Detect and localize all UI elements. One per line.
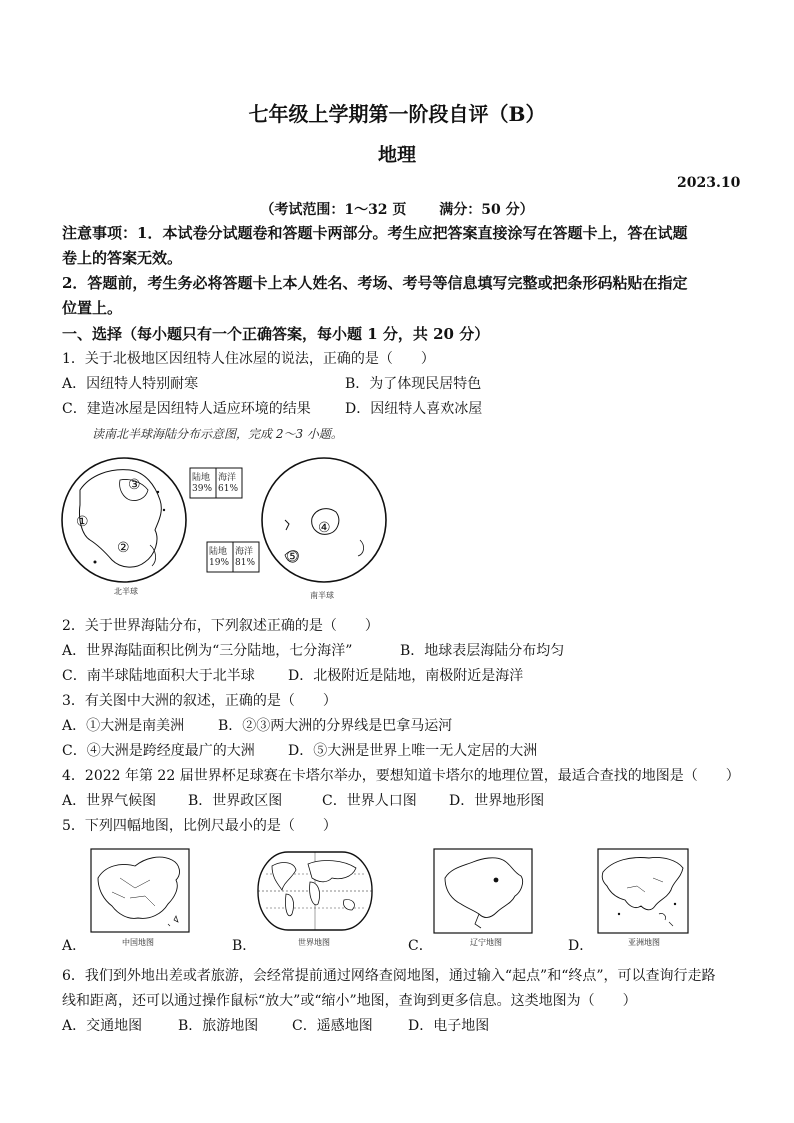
north-land-label: 陆地 — [192, 473, 211, 483]
continent-marker-4: ④ — [318, 520, 331, 536]
q3-option-d: D．⑤大洲是世界上唯一无人定居的大洲 — [288, 743, 538, 759]
q4-stem: 4．2022 年第 22 届世界杯足球赛在卡塔尔举办，要想知道卡塔尔的地理位置，最适合查找的地图是（ ） — [62, 768, 740, 784]
notice-line-2: 卷上的答案无效。 — [62, 249, 183, 267]
q5-option-d: D． — [568, 938, 594, 954]
q1-option-d: D．因纽特人喜欢冰屋 — [345, 401, 483, 417]
exam-scope: （考试范围：1～32 页 满分：50 分） — [260, 202, 534, 218]
notice-line-3: 2．答题前，考生务必将答题卡上本人姓名、考场、考号等信息填写完整或把条形码粘贴在指定 — [62, 274, 688, 292]
continent-marker-1: ① — [76, 514, 89, 530]
continent-marker-3: ③ — [128, 477, 141, 493]
map-china — [90, 848, 190, 933]
south-ocean-pct: 81% — [235, 558, 256, 568]
q6-option-a: A．交通地图 — [62, 1018, 143, 1034]
q3-option-b: B．②③两大洲的分界线是巴拿马运河 — [218, 718, 453, 734]
read-prompt: 读南北半球海陆分布示意图，完成 2～3 小题。 — [92, 427, 343, 441]
q6-option-c: C．遥感地图 — [292, 1018, 373, 1034]
q1-stem: 1．关于北极地区因纽特人住冰屋的说法，正确的是（ ） — [62, 351, 435, 367]
south-land-pct: 19% — [209, 558, 230, 568]
continent-marker-5: ⑤ — [286, 549, 299, 565]
subject-title: 地理 — [377, 144, 416, 166]
south-land-label: 陆地 — [209, 547, 228, 557]
map-asia — [597, 848, 689, 934]
q6-stem-line-2: 线和距离，还可以通过操作鼠标“放大”或“缩小”地图，查询到更多信息。这类地图为（ ） — [62, 993, 637, 1009]
q3-option-a: A．①大洲是南美洲 — [62, 718, 185, 734]
notice-line-1: 注意事项：1．本试卷分试题卷和答题卡两部分。考生应把答案直接涂写在答题卡上，答在试题 — [62, 224, 688, 242]
q1-option-b: B．为了体现民居特色 — [345, 376, 482, 392]
map-world — [252, 848, 378, 934]
q2-option-d: D．北极附近是陆地，南极附近是海洋 — [288, 668, 524, 684]
north-ocean-pct: 61% — [218, 484, 239, 494]
q1-option-a: A．因纽特人特别耐寒 — [62, 376, 199, 392]
q6-option-d: D．电子地图 — [408, 1018, 490, 1034]
q6-stem-line-1: 6．我们到外地出差或者旅游，会经常提前通过网络查阅地图，通过输入“起点”和“终点”，可以查询行走路 — [62, 968, 716, 984]
south-hemisphere-caption: 南半球 — [310, 591, 334, 600]
map-liaoning — [433, 848, 533, 934]
q5-option-c: C． — [408, 938, 433, 954]
q4-option-c: C．世界人口图 — [322, 793, 417, 809]
north-hemisphere-caption: 北半球 — [114, 587, 138, 596]
exam-date: 2023.10 — [677, 175, 741, 191]
south-ocean-label: 海洋 — [235, 547, 254, 557]
north-land-pct: 39% — [192, 484, 213, 494]
caption-liaoning-map: 辽宁地图 — [470, 938, 502, 947]
q2-stem: 2．关于世界海陆分布，下列叙述正确的是（ ） — [62, 618, 379, 634]
q3-option-c: C．④大洲是跨经度最广的大洲 — [62, 743, 255, 759]
section-heading: 一、选择（每小题只有一个正确答案，每小题 1 分，共 20 分） — [62, 325, 490, 343]
caption-china-map: 中国地图 — [122, 938, 154, 947]
q4-option-b: B．世界政区图 — [188, 793, 283, 809]
q3-stem: 3．有关图中大洲的叙述，正确的是（ ） — [62, 693, 337, 709]
q4-option-d: D．世界地形图 — [449, 793, 545, 809]
q6-option-b: B．旅游地图 — [178, 1018, 259, 1034]
exam-title: 七年级上学期第一阶段自评（B） — [248, 102, 546, 126]
north-ocean-label: 海洋 — [218, 473, 237, 483]
q2-option-c: C．南半球陆地面积大于北半球 — [62, 668, 255, 684]
q5-stem: 5．下列四幅地图，比例尺最小的是（ ） — [62, 818, 337, 834]
q5-option-b: B． — [232, 938, 257, 954]
notice-line-4: 位置上。 — [62, 299, 123, 317]
continent-marker-2: ② — [117, 540, 130, 556]
caption-world-map: 世界地图 — [298, 938, 330, 947]
q2-option-a: A．世界海陆面积比例为“三分陆地，七分海洋” — [62, 643, 353, 659]
q4-option-a: A．世界气候图 — [62, 793, 157, 809]
q1-option-c: C．建造冰屋是因纽特人适应环境的结果 — [62, 401, 311, 417]
caption-asia-map: 亚洲地图 — [628, 938, 660, 947]
q5-option-a: A． — [62, 938, 87, 954]
q2-option-b: B．地球表层海陆分布均匀 — [400, 643, 565, 659]
